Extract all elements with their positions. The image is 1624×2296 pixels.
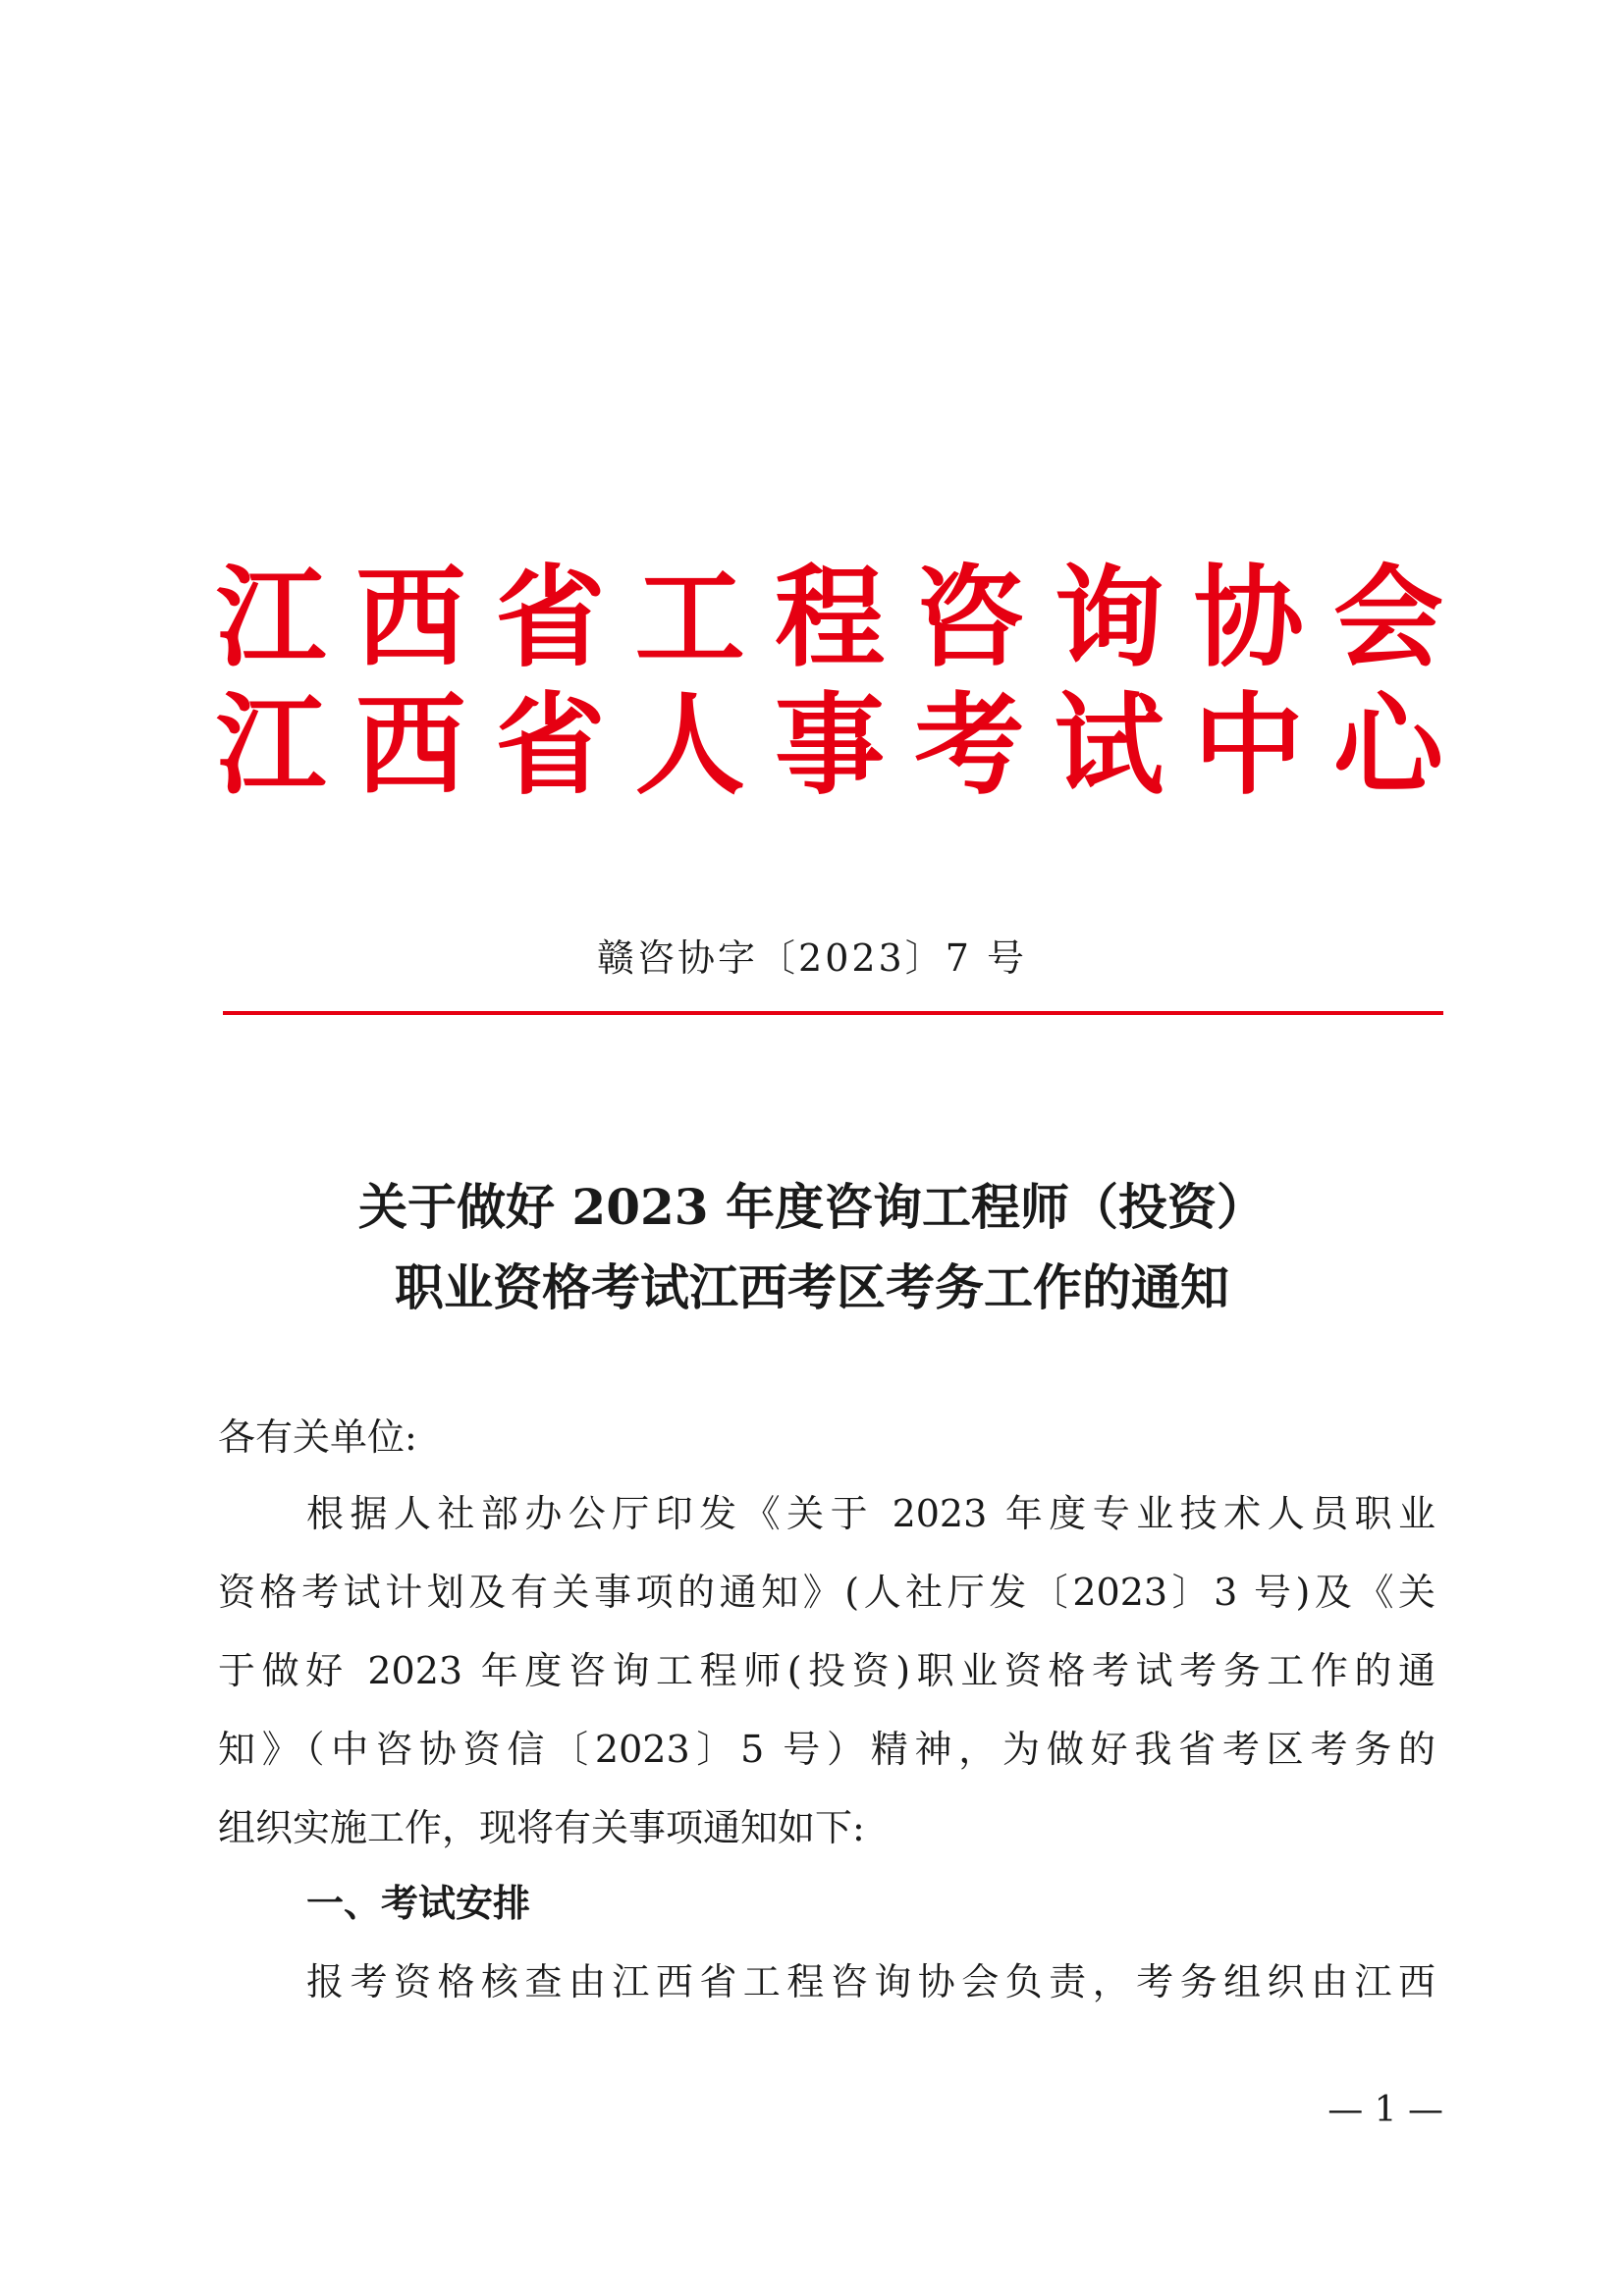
issuer-name-line-2 bbox=[216, 682, 1443, 810]
header-divider bbox=[223, 1011, 1443, 1015]
issuer-char: 西 bbox=[355, 682, 466, 810]
document-number: 赣咨协字〔2023〕7 号 bbox=[597, 936, 1027, 980]
section-heading-exam-arrangement: 一、考试安排 bbox=[306, 1882, 531, 1925]
issuer-char: 协 bbox=[1193, 555, 1304, 682]
paragraph-1-line: 于做好 2023 年度咨询工程师(投资)职业资格考试考务工作的通 bbox=[218, 1649, 1435, 1692]
paragraph-1-line: 根据人社部办公厅印发《关于 2023 年度专业技术人员职业 bbox=[306, 1492, 1435, 1535]
paragraph-1-line: 资格考试计划及有关事项的通知》(人社厅发〔2023〕3 号)及《关 bbox=[218, 1571, 1435, 1614]
paragraph-1-line: 知》（中咨协资信〔2023〕5 号）精神，为做好我省考区考务的 bbox=[218, 1728, 1435, 1771]
issuer-char: 江 bbox=[216, 555, 326, 682]
issuer-char: 工 bbox=[634, 555, 745, 682]
issuer-char: 江 bbox=[216, 682, 326, 810]
issuer-char: 人 bbox=[634, 682, 745, 810]
issuer-char: 省 bbox=[495, 682, 606, 810]
document-title-line-2: 职业资格考试江西考区考务工作的通知 bbox=[395, 1258, 1229, 1316]
issuer-char: 省 bbox=[495, 555, 606, 682]
issuer-char: 西 bbox=[355, 555, 466, 682]
paragraph-2-line: 报考资格核查由江西省工程咨询协会负责，考务组织由江西 bbox=[306, 1960, 1435, 2003]
page-number: — 1 — bbox=[1327, 2090, 1443, 2130]
issuer-char: 心 bbox=[1333, 682, 1443, 810]
issuer-char: 试 bbox=[1054, 682, 1164, 810]
issuer-name-line-1 bbox=[216, 555, 1443, 682]
issuer-char: 中 bbox=[1193, 682, 1304, 810]
paragraph-1-line: 组织实施工作，现将有关事项通知如下: bbox=[218, 1806, 865, 1849]
issuer-char: 程 bbox=[775, 555, 885, 682]
issuer-char: 咨 bbox=[914, 555, 1025, 682]
document-title-line-1: 关于做好 2023 年度咨询工程师（投资） bbox=[358, 1178, 1266, 1236]
issuer-char: 考 bbox=[914, 682, 1025, 810]
salutation: 各有关单位: bbox=[218, 1415, 417, 1459]
issuer-char: 询 bbox=[1054, 555, 1164, 682]
issuer-char: 会 bbox=[1333, 555, 1443, 682]
issuer-char: 事 bbox=[775, 682, 885, 810]
